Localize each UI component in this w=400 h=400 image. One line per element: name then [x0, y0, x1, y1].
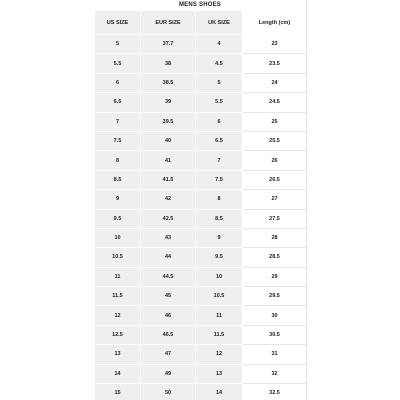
us-size-cell: 9 [95, 190, 141, 209]
table-row [95, 151, 306, 170]
eur-size-cell: 45 [141, 287, 196, 306]
eur-size-cell: 44 [141, 248, 196, 267]
uk-size-cell: 5.5 [196, 93, 243, 112]
us-size-cell: 7.5 [95, 132, 141, 151]
uk-size-cell: 14 [196, 384, 243, 400]
table-row [95, 306, 306, 325]
eur-size-cell: 43 [141, 229, 196, 248]
eur-size-cell: 39 [141, 93, 196, 112]
eur-size-cell: 44.5 [141, 268, 196, 287]
table-row [95, 190, 306, 209]
length-cm-cell: 32 [243, 365, 306, 384]
uk-size-cell: 9 [196, 229, 243, 248]
length-cm-cell: 28 [243, 229, 306, 248]
length-cm-cell: 30.5 [243, 326, 306, 345]
table-row [95, 171, 306, 190]
length-cm-cell: 29.5 [243, 287, 306, 306]
eur-size-cell: 39.5 [141, 113, 196, 132]
length-cm-cell: 32.5 [243, 384, 306, 400]
table-row [95, 384, 306, 400]
table-row [95, 345, 306, 364]
length-cm-cell: 25.5 [243, 132, 306, 151]
divider [306, 0, 307, 400]
table-row [95, 132, 306, 151]
us-size-cell: 11 [95, 268, 141, 287]
length-cm-cell: 30 [243, 306, 306, 325]
uk-size-cell: 12 [196, 345, 243, 364]
eur-size-cell: 42 [141, 190, 196, 209]
eur-size-cell: 50 [141, 384, 196, 400]
length-cm-cell: 24.5 [243, 93, 306, 112]
table-row [95, 210, 306, 229]
table-row [95, 93, 306, 112]
us-size-cell: 7 [95, 113, 141, 132]
uk-size-cell: 11.5 [196, 326, 243, 345]
uk-size-cell: 13 [196, 365, 243, 384]
uk-size-cell: 8.5 [196, 210, 243, 229]
uk-size-cell: 10.5 [196, 287, 243, 306]
us-size-cell: 12 [95, 306, 141, 325]
us-size-cell: 6 [95, 74, 141, 93]
uk-size-cell: 4 [196, 35, 243, 54]
us-size-cell: 10.5 [95, 248, 141, 267]
eur-size-cell: 38.5 [141, 74, 196, 93]
header-uk-size: UK SIZE [196, 11, 243, 35]
size-rows [95, 35, 306, 400]
table-row [95, 326, 306, 345]
eur-size-cell: 47 [141, 345, 196, 364]
length-cm-cell: 26 [243, 151, 306, 170]
table-row [95, 113, 306, 132]
header-length-cm: Length (cm) [243, 11, 306, 35]
uk-size-cell: 7.5 [196, 171, 243, 190]
us-size-cell: 13 [95, 345, 141, 364]
us-size-cell: 6.5 [95, 93, 141, 112]
us-size-cell: 9.5 [95, 210, 141, 229]
eur-size-cell: 40 [141, 132, 196, 151]
header-eur-size: EUR SIZE [141, 11, 196, 35]
length-cm-cell: 25 [243, 113, 306, 132]
table-row [95, 268, 306, 287]
us-size-cell: 15 [95, 384, 141, 400]
eur-size-cell: 38 [141, 54, 196, 73]
uk-size-cell: 8 [196, 190, 243, 209]
table-row [95, 229, 306, 248]
length-cm-cell: 28.5 [243, 248, 306, 267]
length-cm-cell: 27.5 [243, 210, 306, 229]
uk-size-cell: 10 [196, 268, 243, 287]
header-us-size: US SIZE [95, 11, 141, 35]
eur-size-cell: 41.5 [141, 171, 196, 190]
header-row [95, 11, 306, 35]
length-cm-cell: 26.5 [243, 171, 306, 190]
length-cm-cell: 23 [243, 35, 306, 54]
us-size-cell: 10 [95, 229, 141, 248]
us-size-cell: 8 [95, 151, 141, 170]
length-cm-cell: 31 [243, 345, 306, 364]
uk-size-cell: 7 [196, 151, 243, 170]
table-row [95, 54, 306, 73]
table-row [95, 365, 306, 384]
eur-size-cell: 42.5 [141, 210, 196, 229]
length-cm-cell: 29 [243, 268, 306, 287]
eur-size-cell: 41 [141, 151, 196, 170]
eur-size-cell: 46.5 [141, 326, 196, 345]
length-cm-cell: 24 [243, 74, 306, 93]
us-size-cell: 11.5 [95, 287, 141, 306]
us-size-cell: 14 [95, 365, 141, 384]
eur-size-cell: 37.7 [141, 35, 196, 54]
table-row [95, 35, 306, 54]
uk-size-cell: 6.5 [196, 132, 243, 151]
length-cm-cell: 27 [243, 190, 306, 209]
table-title: MENS SHOES [178, 2, 221, 8]
uk-size-cell: 4.5 [196, 54, 243, 73]
uk-size-cell: 6 [196, 113, 243, 132]
table-row [95, 248, 306, 267]
length-cm-cell: 23.5 [243, 54, 306, 73]
eur-size-cell: 49 [141, 365, 196, 384]
size-table [95, 11, 306, 400]
table-row [95, 74, 306, 93]
us-size-cell: 5.5 [95, 54, 141, 73]
us-size-cell: 12.5 [95, 326, 141, 345]
table-row [95, 287, 306, 306]
eur-size-cell: 46 [141, 306, 196, 325]
uk-size-cell: 11 [196, 306, 243, 325]
us-size-cell: 5 [95, 35, 141, 54]
us-size-cell: 8.5 [95, 171, 141, 190]
uk-size-cell: 5 [196, 74, 243, 93]
uk-size-cell: 9.5 [196, 248, 243, 267]
